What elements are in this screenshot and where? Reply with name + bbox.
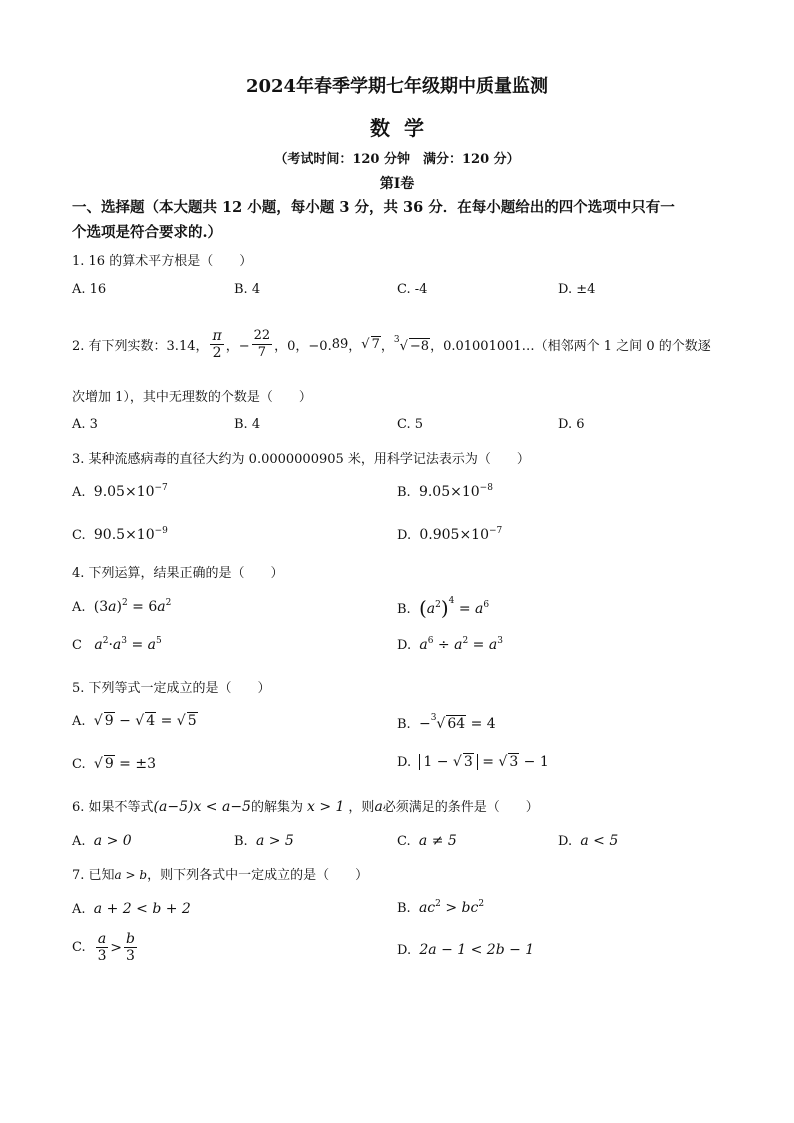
q6-stem-c: ，则 [348,800,375,815]
q7-stem-b: ，则下列各式中一定成立的是（ ） [147,868,369,883]
exam-info: （考试时间：120 分钟 满分：120 分） [274,152,520,167]
q7-d-label: D. [397,943,412,958]
q6-option-c [397,833,457,849]
q5-c-label: C. [72,757,86,772]
q5-a-expr: √ 9 − √ 4 = √ 5 [93,713,197,729]
q5-d-expr: 1 − √ 3 = √ 3 − 1 [419,754,548,770]
q7-option-b [397,899,484,916]
q4-option-b [397,596,489,620]
exam-title: 2024年春季学期七年级期中质量监测 [245,76,549,97]
q3-b-base: 9.05×10 [418,484,480,500]
q4-c-expr: $a^2\cdot a^3 = a^5$ [94,636,162,653]
q3-a-label: A. [72,485,86,500]
q3-b-exp: −8 [479,483,493,493]
q7-b-expr: $ac^2 > bc^2$ [418,899,485,916]
question-3-stem: 3. 某种流感病毒的直径大约为 0.0000000905 米，用科学记法表示为（ ） [72,452,530,467]
q2-option-a: A. 3 [72,417,98,432]
question-5-stem: 5. 下列等式一定成立的是（ ） [72,681,271,696]
q7-d-expr: 2a − 1 < 2b − 1 [419,942,535,958]
q6-option-b [234,833,294,849]
q6-a-expr: a > 0 [93,833,132,849]
q2-mid: ，0，−0. [274,339,332,354]
q2-sqrt7-radicand: 7 [371,337,380,352]
q4-a-expr: $(3a)^2 = 6a^2$ [93,598,172,615]
question-7-stem [72,864,368,883]
q2-fraction-pi-over-2 [210,328,223,361]
subject-title: 数学 [370,116,438,140]
q1-option-c: C. -4 [397,282,428,297]
q2-fraction-22-over-7 [252,328,273,361]
q2-cbrt-radicand: −8 [409,339,430,354]
q2-option-c: C. 5 [397,417,424,432]
q6-b-label: B. [234,834,248,849]
q3-option-d [397,526,502,543]
q4-d-expr: $a^6 \div a^2 = a^3$ [419,636,503,653]
q4-c-label: C [72,638,82,653]
q2-tail: ，0.01001001…（相邻两个 1 之间 0 的个数逐 [430,339,711,354]
q3-option-c [72,526,168,543]
q5-b-expr: −$^3$√ 64 = 4 [418,713,496,732]
q6-b-expr: a > 5 [255,833,294,849]
q4-a-label: A. [72,600,86,615]
q2-pi: π [212,328,222,344]
q2-sqrt7: √ 7 [361,337,380,352]
question-4-stem: 4. 下列运算，结果正确的是（ ） [72,566,284,581]
q3-a-base: 9.05×10 [93,484,155,500]
q6-c-label: C. [397,834,411,849]
q6-solution: x > 1 [306,799,345,815]
q7-c-label: C. [72,940,86,955]
q5-option-a [72,713,198,729]
q6-d-expr: a < 5 [580,833,619,849]
q2-frac-num: 22 [253,328,271,343]
q3-d-base: 0.905×10 [419,527,489,543]
q2-option-d: D. 6 [558,417,585,432]
q6-d-label: D. [558,834,573,849]
q7-option-c: C. $\frac{a}{3}$ > $\frac{b}{3}$ [72,931,135,964]
q7-b-label: B. [397,901,411,916]
q1-option-a: A. 16 [72,282,107,297]
q4-d-label: D. [397,638,412,653]
q5-c-expr: √ 9 = ±3 [93,756,157,772]
q5-d-label: D. [397,755,412,770]
q6-a-label: A. [72,834,86,849]
q2-frac-den: 7 [257,345,266,360]
q3-c-base: 90.5×10 [93,527,155,543]
q6-option-a [72,833,132,849]
section-heading-line1: 一、选择题（本大题共 12 小题，每小题 3 分，共 36 分．在每小题给出的四个选项中只有一 [72,199,675,216]
q3-option-b [397,483,493,500]
q2-repeating: 8̇9̇ [331,337,349,352]
q4-b-label: B. [397,602,411,617]
q7-condition: a > b [114,868,148,882]
q6-c-expr: a ≠ 5 [418,833,457,849]
q2-prefix: 2. 有下列实数：3.14， [72,339,209,354]
q1-option-b: B. 4 [234,282,261,297]
q2-sep1: ，− [225,339,250,354]
q3-d-exp: −7 [488,526,503,536]
q6-var: a [374,799,383,815]
q4-option-d [397,636,503,653]
q6-stem-b: 的解集为 [250,800,303,815]
q1-option-d: D. ±4 [558,282,596,297]
q2-pi-den: 2 [212,345,222,361]
q5-option-b [397,713,496,732]
question-6-stem [72,796,539,815]
section-heading-line2: 个选项是符合要求的.） [72,224,223,241]
q7-option-a [72,901,191,917]
q6-inequality: (a−5)x < a−5 [153,799,251,815]
q4-b-expr: $(a^2)^4 = a^6$ [418,596,490,620]
q3-b-label: B. [397,485,411,500]
q6-stem-a: 6. 如果不等式 [72,800,154,815]
q5-option-c [72,756,156,772]
q4-option-a [72,598,171,615]
q3-option-a [72,483,168,500]
q6-option-d [558,833,618,849]
q7-a-expr: a + 2 < b + 2 [93,901,191,917]
q5-a-label: A. [72,714,86,729]
q3-c-label: C. [72,528,86,543]
q2-option-b: B. 4 [234,417,261,432]
q5-b-label: B. [397,717,411,732]
question-1-stem: 1. 16 的算术平方根是（ ） [72,254,253,269]
q7-option-d [397,942,534,958]
q7-c-frac-b: $\frac{b}{3}$ [125,931,135,964]
question-2-line2: 次增加 1），其中无理数的个数是（ ） [72,390,312,405]
q3-d-label: D. [397,528,412,543]
q6-stem-d: 必须满足的条件是（ ） [382,800,539,815]
q2-cbrt: $^3$√ −8 [393,335,430,354]
q2-cbrt-index: 3 [393,335,400,345]
q4-option-c [72,636,162,653]
q3-a-exp: −7 [154,483,168,493]
question-2-stem: 2. 有下列实数：3.14， $\frac{\pi}{2}$ ，− $\frac{22}{7}$ ，0，−0. 8̇9̇ ， √ 7 ， $^3$√ −8 ，0.01001001…（相邻两个 1 之间 0 的个数逐 [72,328,711,361]
q2-sep2: ， [348,339,362,354]
q3-c-exp: −9 [154,526,168,536]
q5-option-d [397,754,549,770]
q7-a-label: A. [72,902,86,917]
q7-c-frac-a: $\frac{a}{3}$ [97,931,107,964]
q7-stem-a: 7. 已知 [72,868,115,883]
volume-label: 第Ⅰ卷 [379,176,415,192]
